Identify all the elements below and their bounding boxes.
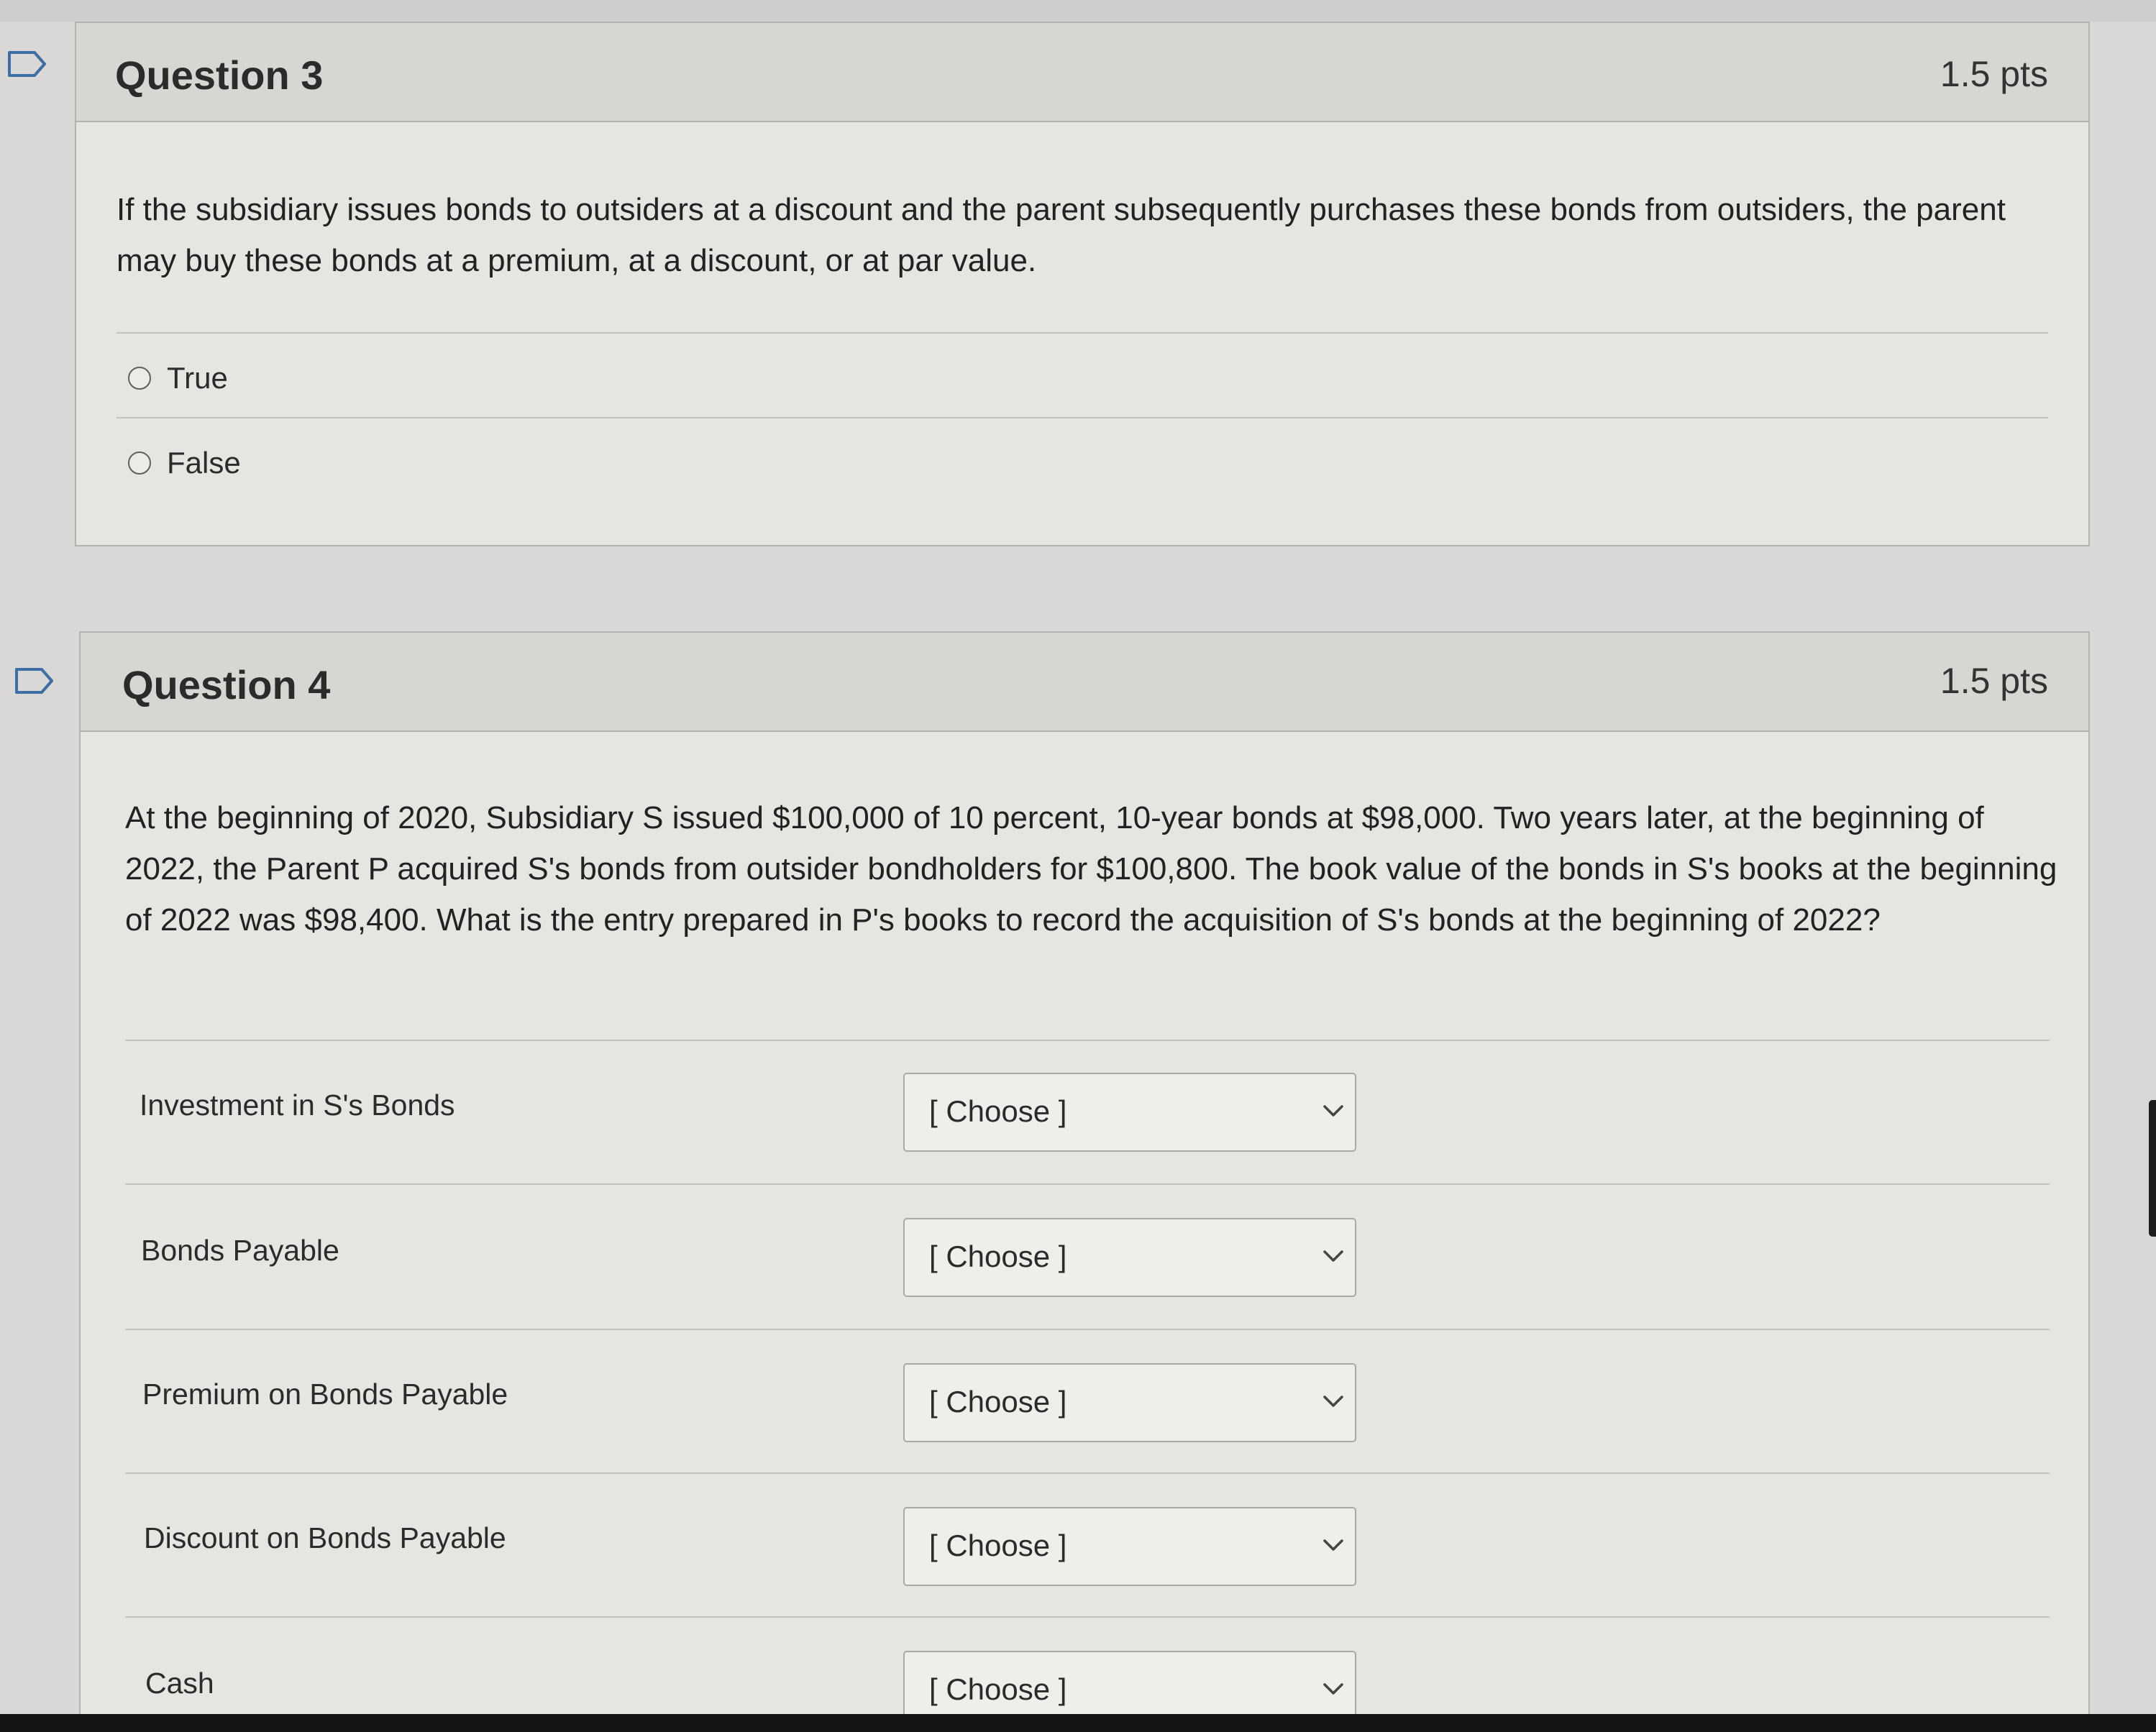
question-4-points: 1.5 pts <box>1940 661 2048 701</box>
match-label-cash: Cash <box>145 1667 214 1700</box>
answer-option-label: True <box>167 361 228 395</box>
answer-option-true[interactable] <box>128 361 228 395</box>
question-3-text: If the subsidiary issues bonds to outsiders at a discount and the parent subsequently purchases these bonds from outsiders, the parent may buy these bonds at a premium, at a discount, or at par value. <box>117 192 2006 278</box>
chevron-down-icon <box>1322 1103 1345 1119</box>
divider <box>125 1616 2050 1618</box>
question-4-text: At the beginning of 2020, Subsidiary S issued $100,000 of 10 percent, 10-year bonds at $98,000. Two years later, at the beginning of 2022, the Parent P acquired S's bonds from outsider bondholders for $100,800. The book value of the bonds in S's books at the beginning of 2022 was $98,400. What is the entry prepared in P's books to record the acquisition of S's bonds at the beginning of 2022? <box>125 800 2057 938</box>
dropdown-selected: [ Choose ] <box>929 1094 1067 1128</box>
chevron-down-icon <box>1322 1393 1345 1409</box>
question-4-title: Question 4 <box>122 662 331 707</box>
dropdown-selected: [ Choose ] <box>929 1672 1067 1706</box>
dropdown-investment[interactable] <box>903 1073 1356 1152</box>
radio-circle-icon[interactable] <box>128 367 151 390</box>
radio-circle-icon[interactable] <box>128 452 151 475</box>
dropdown-premium[interactable] <box>903 1363 1356 1442</box>
divider <box>117 332 2048 334</box>
top-strip <box>0 0 2156 22</box>
question-3-points: 1.5 pts <box>1940 54 2048 94</box>
match-label-investment: Investment in S's Bonds <box>140 1089 455 1122</box>
dropdown-discount[interactable] <box>903 1507 1356 1586</box>
match-label-premium: Premium on Bonds Payable <box>142 1378 508 1411</box>
divider <box>125 1329 2050 1330</box>
match-label-bonds-payable: Bonds Payable <box>141 1234 339 1267</box>
chevron-down-icon <box>1322 1248 1345 1264</box>
answer-option-false[interactable] <box>128 446 241 480</box>
divider <box>125 1183 2050 1185</box>
divider <box>117 417 2048 418</box>
divider <box>125 1040 2050 1041</box>
bottom-bar <box>0 1714 2156 1732</box>
dropdown-selected: [ Choose ] <box>929 1385 1067 1419</box>
match-label-discount: Discount on Bonds Payable <box>144 1521 506 1554</box>
dropdown-selected: [ Choose ] <box>929 1240 1067 1273</box>
dropdown-bonds-payable[interactable] <box>903 1218 1356 1297</box>
chevron-down-icon <box>1322 1681 1345 1697</box>
dropdown-selected: [ Choose ] <box>929 1529 1067 1562</box>
flag-question-3-icon[interactable] <box>7 50 47 78</box>
divider <box>125 1472 2050 1474</box>
scrollbar-thumb[interactable] <box>2149 1100 2156 1237</box>
question-4-card <box>79 631 2090 1732</box>
question-4-header <box>81 633 2088 732</box>
answer-option-label: False <box>167 446 241 480</box>
chevron-down-icon <box>1322 1537 1345 1553</box>
question-3-card <box>75 22 2090 546</box>
question-3-header <box>76 23 2088 122</box>
question-3-title: Question 3 <box>115 52 324 98</box>
flag-question-4-icon[interactable] <box>14 667 55 695</box>
